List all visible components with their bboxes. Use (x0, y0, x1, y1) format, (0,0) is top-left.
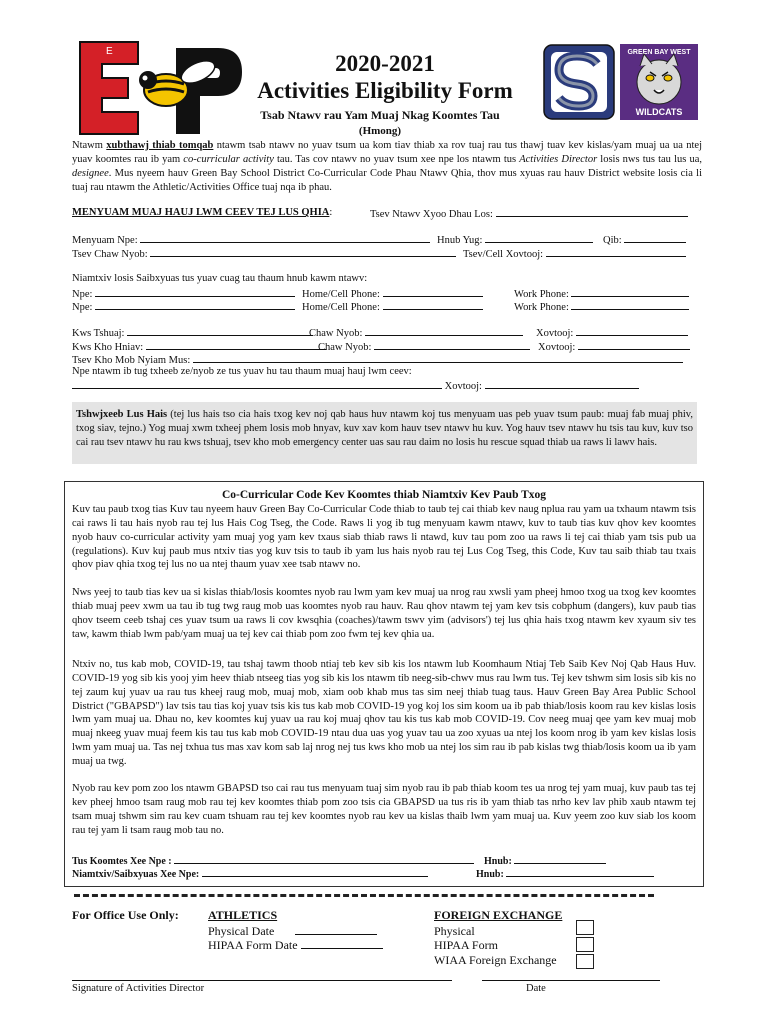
parent2-name-row (72, 299, 295, 315)
director-signature-line[interactable] (72, 980, 452, 981)
green-bay-west-wildcats-logo (620, 44, 698, 120)
parent2-home-label: Home/Cell Phone: (302, 302, 380, 313)
emergency-contact-row (72, 378, 639, 394)
student-name-label: Menyuam Npe: (72, 235, 138, 246)
student-date-field[interactable] (514, 853, 606, 864)
parent2-home-field[interactable] (383, 299, 483, 310)
intro-text2: tau. Tas cov ntawv no yuav tsum xee npe los ntawm tus (273, 153, 520, 165)
director-date-label: Date (526, 983, 546, 994)
green-bay-west-text: GREEN BAY WEST (627, 49, 691, 56)
intro-paragraph (72, 139, 702, 194)
student-name-field[interactable] (140, 232, 430, 243)
intro-text3: losis nws tus tau lus ua, (597, 153, 702, 165)
medical-notice-heading: Tshwjxeeb Lus Hais (76, 409, 168, 420)
intro-italic3: designee (72, 167, 109, 179)
parent2-name-label: Npe: (72, 302, 93, 313)
emergency-contact-field[interactable] (72, 378, 442, 389)
parent1-home-field[interactable] (383, 286, 483, 297)
address-label: Tsev Chaw Nyob: (72, 249, 148, 260)
intro-lead: Ntawm (72, 140, 107, 151)
medical-notice-box (72, 402, 697, 464)
foreign-exchange-header: FOREIGN EXCHANGE (434, 908, 563, 922)
parent-date-row (476, 866, 654, 881)
birthdate-field[interactable] (485, 232, 593, 243)
parent1-home-label: Home/Cell Phone: (302, 289, 380, 300)
cell-phone-label: Tsev/Cell Xovtooj: (463, 249, 544, 260)
emergency-contact-label: Npe ntawm ib tug txheeb ze/nyob ze tus yuav hu tau thaum muaj hauj lwm ceev: (72, 366, 412, 377)
co-curricular-code-title: Co-Curricular Code Kev Koomtes thiab Niamtxiv Kev Paub Txog (221, 489, 547, 501)
student-info-colon: : (329, 207, 333, 218)
grade-label: Qib: (603, 235, 622, 246)
wildcat-head-icon (637, 54, 681, 104)
previous-school-row (370, 206, 688, 222)
fx-hipaa-label: HIPAA Form (434, 938, 498, 952)
dentist-address-field[interactable] (374, 339, 530, 350)
director-signature-label: Signature of Activities Director (72, 983, 205, 994)
physical-checkbox[interactable] (576, 920, 594, 935)
dentist-label: Kws Kho Hniav: (72, 342, 144, 353)
parent-signature-row (72, 866, 428, 881)
hipaa-date-label: HIPAA Form Date (208, 938, 298, 952)
cut-line-divider (74, 894, 654, 897)
dentist-phone-label: Xovtooj: (538, 342, 576, 353)
code-paragraph-1: Kuv tau paub txog tias Kuv tau nyeem hauv Green Bay Co-Curricular Code thiab to taub tej cai thiab kev naug nplua rau yam ua txhaum ntawm tsis cai raws li tau hais nyob rau tej lus Hais Cog Tseg, the Code. Raws li yog ib tug menyuam kawm ntawv, kuv to taub tias kuv qhov kev koomtes nyob hauv co-curricular activity yam muaj yog yam kev txaus siab thiab raws li ntawd, kuv tau pom zoo ua raws li tej cai thiab yam tsis pub ua (regulations). Kuv kuj paub mus ntxiv tias yog kuv tsis to taub ib yam lus hais nyob rau tej Lus Cog Tseg, this Code, Kuv tau saib thiab tau txais qhov piav qhia txog tej lus no ua ntej thaum yuav xee tsab ntawv no. (72, 504, 696, 571)
address-field[interactable] (150, 246, 456, 257)
parent2-work-field[interactable] (571, 299, 689, 310)
parent1-work-field[interactable] (571, 286, 689, 297)
parent-signature-label: Niamtxiv/Saibxyuas Xee Npe: (72, 869, 200, 880)
dentist-phone-field[interactable] (578, 339, 690, 350)
parent-date-field[interactable] (506, 866, 654, 877)
page-title (230, 50, 540, 104)
student-signature-label: Tus Koomtes Xee Npe : (72, 856, 172, 867)
wildcats-text: WILDCATS (635, 107, 683, 117)
cell-phone-row (463, 246, 686, 262)
code-paragraph-2: Nws yeej to taub tias kev ua si kislas thiab/losis koomtes nyob rau lwm yam kev muaj ua nrog rau xwsli yam pheej hmoo txog ua txog kev koomtes thiab muaj peev xwm ua tau ib tug twg raug mob uas koomtes nyob rau hauv. Rau qhov ntawm tej yam kev tsis cobphum (dangers), kuv paub tias qhov tseem ceeb tshaj ces yuav tsum ua raws li cov kwsqhia (coaches)/tawm tswv yim (advisors') tej lus qhia hais txog ntawm kev xyaum siv tes taw, kawm thiab lwm pab/yam muaj ua tej kev cai thiab pom zoo fwm tej kev qhia ua. (72, 587, 696, 640)
parent1-name-label: Npe: (72, 289, 93, 300)
hospital-label: Tsev Kho Mob Nyiam Mus: (72, 355, 191, 366)
physical-date-field[interactable] (295, 924, 377, 935)
intro-italic2: Activities Director (519, 153, 598, 165)
intro-italic1: co-curricular activity (183, 153, 274, 165)
e-logo-text: E (106, 46, 113, 57)
parent2-work-row (514, 299, 689, 315)
student-signature-field[interactable] (174, 853, 474, 864)
parent-date-label: Hnub: (476, 869, 504, 880)
address-row (72, 246, 456, 262)
medical-notice-text: (tej lus hais tso cia hais txog kev noj qab haus huv ntawm koj tus menyuam uas peb yuav tsum paub: muaj fab muaj phiv, txog siav, tejno.) Yog muaj xwm txheej phem losis mob hnyav, kuv xav kom hauv tsev ntawv hu kuv. Yog hauv tsev ntawv hu tsis tau kuv, kuv tso cai rau tsev ntawv hu rau kws tshuaj, tsev kho mob emergency center uas sau rau daim no losis hu rescue squad thiab ua raws li lawv hais. (76, 409, 693, 448)
office-use-label: For Office Use Only: (72, 908, 179, 922)
intro-text: ntawm tsab ntawv no yuav tsum ua kom tiav thiab xa rov tuaj rau tus thawj tuav kev kislas/yam muaj ua ua ntej yuav koomtes rau ib yam (72, 140, 702, 165)
language-label: (Hmong) (358, 125, 402, 137)
athletics-header: ATHLETICS (208, 908, 278, 922)
previous-school-field[interactable] (496, 206, 688, 217)
student-info-header-row (72, 206, 332, 220)
spartans-s-logo (543, 44, 615, 120)
parent-signature-field[interactable] (202, 866, 428, 877)
parent1-work-label: Work Phone: (514, 289, 569, 300)
emergency-phone-field[interactable] (485, 378, 639, 389)
intro-bold: xubthawj thiab tomqab (106, 140, 214, 151)
doctor-address-field[interactable] (365, 325, 523, 336)
dentist-field[interactable] (146, 339, 326, 350)
code-paragraph-4: Nyob rau kev pom zoo los ntawm GBAPSD tso cai rau tus menyuam tuaj sim nyob rau ib pab thiab koom tes ua nrog tej yam muaj, kuv paub tas tej kev pheej hmoo tsam raug mob rau tej kev koomtes thiab pom zoo tsis cia GBAPSD ua tus ris ib yam thiab tas nrho kev lav phib xaub ntawm tej tsam muaj tshwm sim rau kev cuam tshuam rau tej kev koomtes nyob rau kev ua kislas thaib lwm yam muaj ua. Kuv yeem zoo kuv siab los koom rau tej yam li tsam raug mob tau no. (72, 783, 696, 836)
emergency-phone-label: Xovtooj: (444, 381, 482, 392)
parent1-name-field[interactable] (95, 286, 295, 297)
grade-field[interactable] (624, 232, 686, 243)
parent2-home-row (302, 299, 483, 315)
dentist-address-label: Chaw Nyob: (318, 342, 372, 353)
fx-physical-label: Physical (434, 924, 475, 938)
parent2-name-field[interactable] (95, 299, 295, 310)
doctor-field[interactable] (127, 325, 313, 336)
title-year: 2020-2021 (335, 51, 435, 76)
previous-school-label: Tsev Ntawv Xyoo Dhau Los: (370, 209, 493, 220)
page-subtitle: Tsab Ntawv rau Yam Muaj Nkag Koomtes Tau (260, 108, 500, 122)
student-info-header: MENYUAM MUAJ HAUJ LWM CEEV TEJ LUS QHIA (72, 207, 330, 218)
student-date-label: Hnub (484, 856, 509, 867)
fx-wiaa-label: WIAA Foreign Exchange (434, 953, 557, 967)
cell-phone-field[interactable] (546, 246, 686, 257)
hipaa-date-field[interactable] (301, 938, 383, 949)
parent2-work-label: Work Phone: (514, 302, 569, 313)
student-date-colon: : (508, 856, 512, 867)
doctor-label: Kws Tshuaj: (72, 328, 125, 339)
code-paragraph-3: Ntxiv no, tus kab mob, COVID-19, tau tshaj tawm thoob ntiaj teb kev sib kis los ntawm lub Koomhaum Ntiaj Teb Saib Kev Noj Qab Haus Huv. COVID-19 yog sib kis yooj yim heev thiab ntseeg tias yog sib kis los ntawm tib neeg-sib-chwv mus rau lwm tus. Tej kev tshwm sim losis sib kis no tej zaum kuj yuav ua rau tus kheej raug mob, muaj mob, xiam oob khab mus tas sim neej thiab tuag taus. Hauv Green Bay Area Public School District ("GBAPSD") lav tsis tau tias koj yuav tsis kis tus kab mob COVID-19 yog koj los sim koom ua ib pab thiab/losis koom rau kev kislas losis lwm yam muaj ua. Dhau no, kev koomtes kuj yuav ua rau koj muaj qhov tau kis tus kab mob COVID-19. Cov neeg muaj qee yam kev muaj mob muaj nkeeg yuav muaj feem kis tau tus kab mob COVID-19 ntau dua uas yog yuav tau ua zoo xyuas ua ntej los koom nrog ib yam kev kislas losis lwm yam muaj ua. Tas nej txhua tus mas xav kom sab laj nrog nej tus kws kho mob ua ntej los sim rau ib pab kislas twg thiab/losis koom ua ib yam muaj ua twg. (72, 659, 696, 768)
title-name: Activities Eligibility Form (257, 78, 513, 103)
director-date-line[interactable] (482, 980, 660, 981)
doctor-phone-label: Xovtooj: (536, 328, 574, 339)
doctor-phone-field[interactable] (576, 325, 688, 336)
intro-text4: . Mus nyeem hauv Green Bay School District Co-Curricular Code Phau Ntawv Qhia, thov mus xyuas rau hauv District website losis cia li tuaj rau ntawm the Athletic/Activities Office tuaj nqa ib phau. (72, 167, 702, 193)
hospital-field[interactable] (193, 352, 683, 363)
wiaa-checkbox[interactable] (576, 954, 594, 969)
doctor-address-label: Chaw Nyob: (309, 328, 363, 339)
hipaa-checkbox[interactable] (576, 937, 594, 952)
hipaa-date-row (208, 938, 383, 954)
parents-heading: Niamtxiv losis Saibxyuas tus yuav cuag tau thaum hnub kawm ntawv: (72, 273, 368, 284)
physical-date-label: Physical Date (208, 924, 275, 938)
birthdate-label: Hnub Yug: (437, 235, 483, 246)
